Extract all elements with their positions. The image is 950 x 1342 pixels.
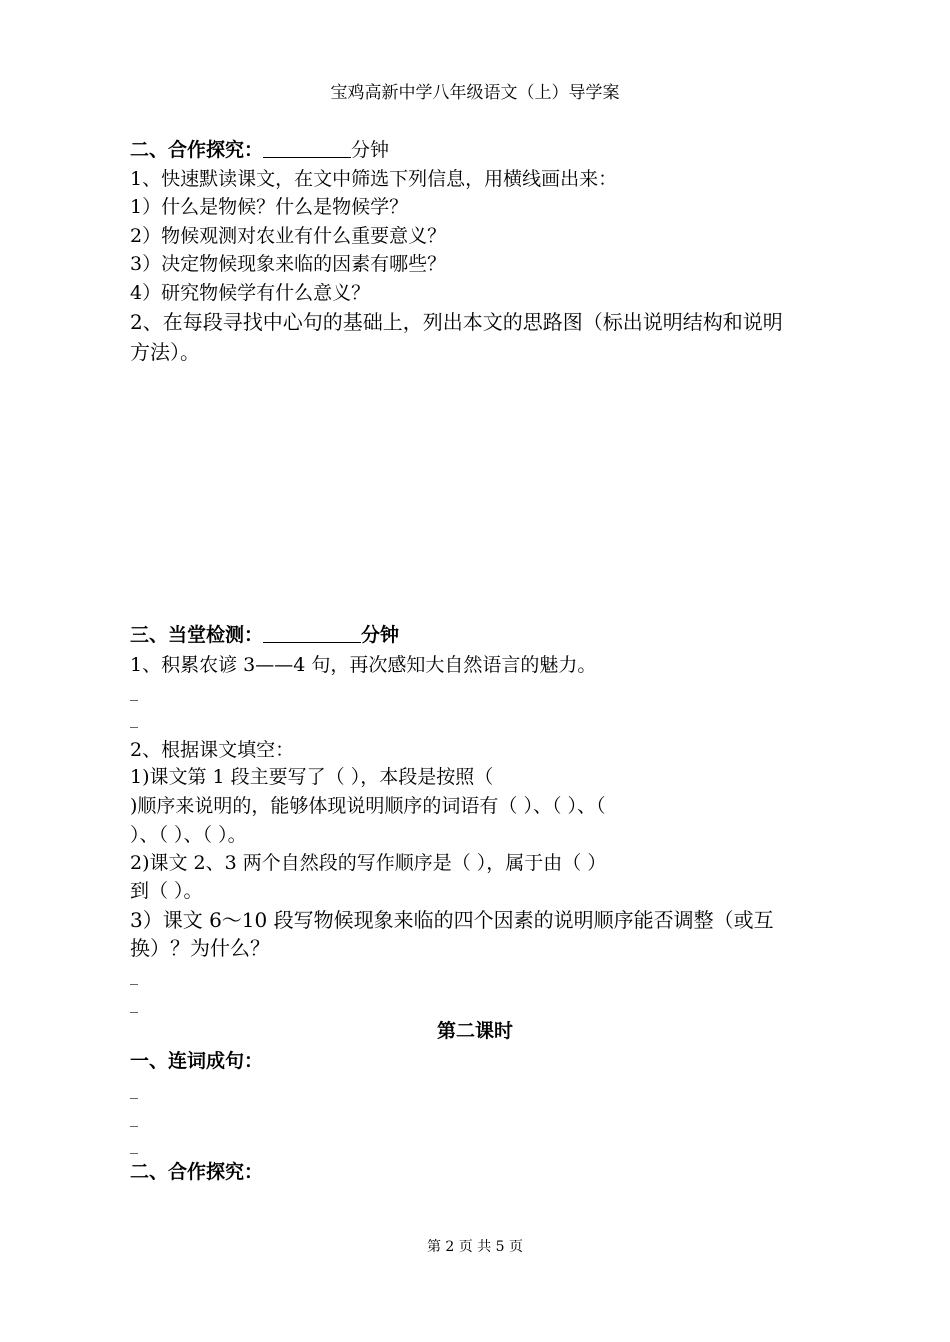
s2-line-2: 1）什么是物候？什么是物候学？: [130, 196, 409, 218]
s2-line-7: 方法）。: [130, 340, 200, 364]
s2-line-3: 2）物候观测对农业有什么重要意义？: [130, 225, 447, 247]
answer-dash: _: [130, 994, 138, 1013]
fill-line-7: 换）？为什么？: [130, 936, 270, 960]
fill-line-1: 1)课文第 1 段主要写了（ ），本段是按照（: [130, 766, 494, 788]
section3-unit: 分钟: [361, 624, 400, 646]
fill-line-4: 2)课文 2、3 两个自然段的写作顺序是（ ），属于由（ ）: [130, 852, 607, 874]
s3-q2: 2、根据课文填空：: [130, 739, 295, 761]
lesson2-title: 第二课时: [436, 1020, 513, 1042]
lesson2-s1: 一、连词成句：: [130, 1050, 264, 1072]
s2-line-6: 2、在每段寻找中心句的基础上，列出本文的思路图（标出说明结构和说明: [130, 310, 783, 334]
fill-line-2: )顺序来说明的，能够体现说明顺序的词语有（ ）、（ ）、（: [130, 795, 606, 817]
answer-dash: _: [130, 1135, 138, 1154]
time-blank-2[interactable]: [263, 624, 361, 643]
time-blank[interactable]: [263, 139, 351, 158]
answer-dash: _: [130, 1108, 138, 1127]
section2-unit: 分钟: [351, 139, 390, 161]
lesson2-s2: 二、合作探究：: [130, 1161, 264, 1183]
page-header: 宝鸡高新中学八年级语文（上）导学案: [330, 83, 620, 103]
fill-line-6: 3）课文 6～10 段写物候现象来临的四个因素的说明顺序能否调整（或互: [130, 908, 774, 932]
fill-line-3: ）、（ ）、（ ）。: [130, 824, 247, 846]
answer-dash: _: [130, 709, 138, 728]
s2-line-5: 4）研究物候学有什么意义？: [130, 282, 371, 304]
answer-dash: _: [130, 1080, 138, 1099]
section2-heading: [130, 135, 389, 162]
s3-q1: 1、积累农谚 3——4 句，再次感知大自然语言的魅力。: [130, 654, 597, 676]
section2-title: 二、合作探究：: [130, 139, 264, 161]
s2-line-4: 3）决定物候现象来临的因素有哪些？: [130, 253, 447, 275]
answer-dash: _: [130, 966, 138, 985]
section3-title: 三、当堂检测：: [130, 624, 264, 646]
s2-line-1: 1、快速默读课文，在文中筛选下列信息，用横线画出来：: [130, 168, 618, 190]
answer-dash: _: [130, 682, 138, 701]
page-footer: 第 2 页 共 5 页: [426, 1239, 524, 1255]
fill-line-5: 到（ ）。: [130, 880, 203, 902]
section3-heading: [130, 620, 399, 647]
